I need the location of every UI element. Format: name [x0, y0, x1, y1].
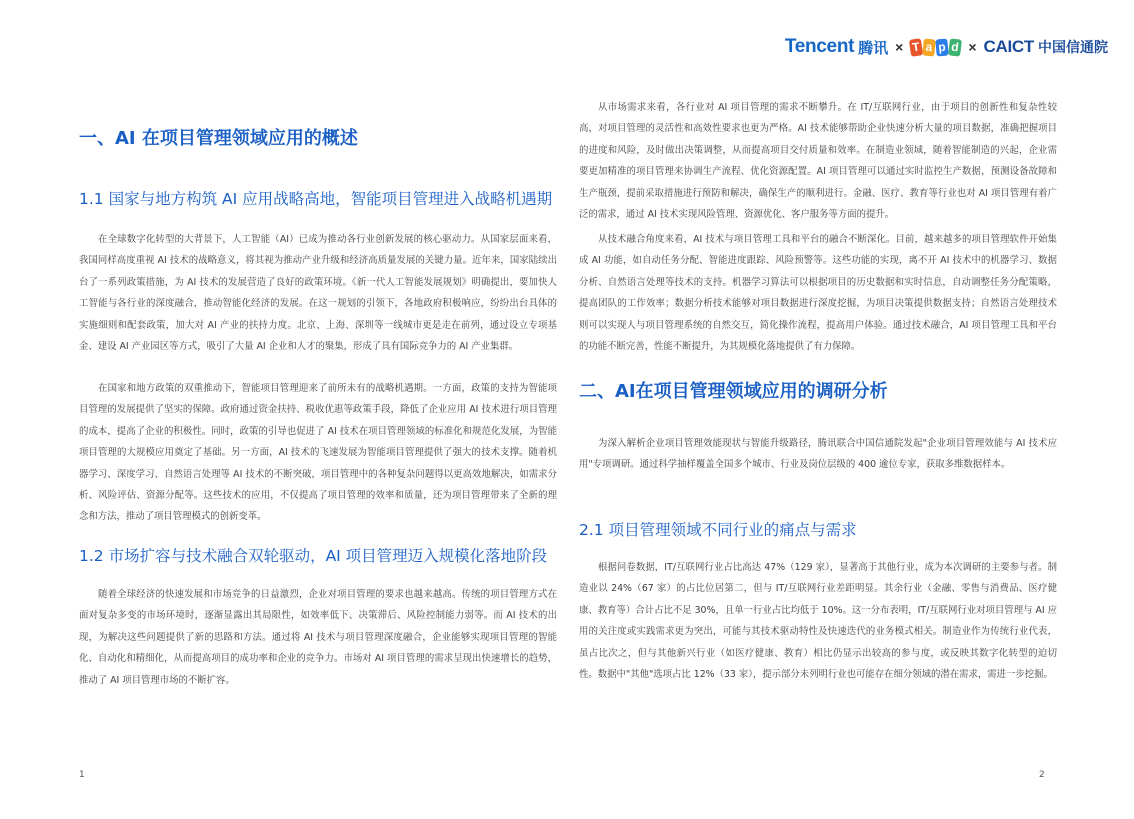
caict-logo-cn: 中国信通院 — [1038, 40, 1108, 56]
paragraph-5: 从技术融合角度来看，AI 技术与项目管理工具和平台的融合不断深化。目前，越来越多的项目管理软件开始集成 AI 功能，如自动任务分配、智能进度跟踪、风险预警等。这些功能的实现，离不开 AI 技术中的机器学习、数据分析、自然语言处理等技术的支持。机器学习算法可以根据项目的历史数据和实时信息，自动调整任务分配策略，提高团队的工作效率；数据分析技术能够对项目数据进行深度挖掘，为项目决策提供数据支持；自然语言处理技术则可以实现人与项目管理系统的自然交互，简化操作流程，提高用户体验。通过技术融合，AI 项目管理工具和平台的功能不断完善，性能不断提升，为其规模化落地提供了有力保障。 — [579, 234, 1057, 353]
caict-logo-text: CAICT — [983, 37, 1034, 56]
tencent-logo-text: Tencent — [784, 36, 855, 57]
paragraph-2: 在国家和地方政策的双重推动下，智能项目管理迎来了前所未有的战略机遇期。一方面，政策的支持为智能项目管理的发展提供了坚实的保障。政府通过资金扶持、税收优惠等政策手段，降低了企业应用 AI 技术进行项目管理的成本，提高了企业的积极性。同时，政策的引导也促进了 AI 技术在项目管理领域的标准化和规范化发展，为智能项目管理的大规模应用奠定了基础。另一方面，AI 技术的飞速发展为智能项目管理提供了强大的技术支撑。随着机器学习、深度学习、自然语言处理等 AI 技术的不断突破，项目管理中的各种复杂问题得以更高效地解决，如需求分析、风险评估、资源分配等。这些技术的应用，不仅提高了项目管理的效率和质量，还为项目管理带来了全新的理念和方法，推动了项目管理模式的创新变革。 — [79, 383, 557, 523]
times-separator: × — [895, 39, 904, 55]
subsection-1-1-title: 1.1 国家与地方构筑 AI 应用战略高地，智能项目管理进入战略机遇期 — [79, 190, 553, 208]
tapd-letter-t: T — [909, 38, 923, 57]
paragraph-7: 根据问卷数据，IT/互联网行业占比高达 47%（129 家），显著高于其他行业，成为本次调研的主要参与者。制造业以 24%（67 家）的占比位居第二，但与 IT/互联网行业差距明显。其余行业（金融、零售与消费品、医疗健康、教育等）合计占比不足 30%，且单一行业占比均低于 10%。这一分布表明，IT/互联网行业对项目管理与 AI 应用的关注度或实践需求更为突出，可能与其技术驱动特性及快速迭代的业务模式相关。制造业作为传统行业代表，虽占比次之，但与其他新兴行业（如医疗健康、教育）相比仍显示出较高的参与度，或反映其数字化转型的迫切性。数据中"其他"选项占比 12%（33 家），提示部分未列明行业也可能存在细分领域的潜在需求，需进一步挖掘。 — [579, 562, 1057, 681]
paragraph-1: 在全球数字化转型的大背景下，人工智能（AI）已成为推动各行业创新发展的核心驱动力。从国家层面来看，我国同样高度重视 AI 技术的战略意义，将其视为推动产业升级和经济高质量发展的关键力量。近年来，国家陆续出台了一系列政策措施，为 AI 技术的发展营造了良好的政策环境。《新一代人工智能发展规划》明确提出，要加快人工智能与各行业的深度融合，推动智能化经济的发展。在这一规划的引领下，各地政府积极响应，纷纷出台具体的实施细则和配套政策，加大对 AI 产业的扶持力度。北京、上海、深圳等一线城市更是走在前列，通过设立专项基金、建设 AI 产业园区等方式，吸引了大量 AI 企业和人才的聚集，形成了具有国际竞争力的 AI 产业集群。 — [79, 234, 557, 353]
tapd-letter-d: d — [948, 38, 962, 56]
subsection-2-1-title: 2.1 项目管理领域不同行业的痛点与需求 — [579, 521, 857, 539]
header-logos — [785, 36, 1108, 58]
section-2-title: 二、AI在项目管理领域应用的调研分析 — [579, 381, 888, 402]
tapd-logo — [910, 39, 961, 56]
times-separator: × — [968, 39, 977, 55]
page-number-right: 2 — [1039, 770, 1045, 780]
paragraph-6: 为深入解析企业项目管理效能现状与智能升级路径，腾讯联合中国信通院发起"企业项目管理效能与 AI 技术应用"专项调研。通过科学抽样覆盖全国多个城市、行业及岗位层级的 400 逾位专家，获取多维数据样本。 — [579, 438, 1057, 471]
tencent-logo-cn: 腾讯 — [858, 38, 889, 57]
tapd-letter-p: p — [936, 38, 949, 56]
section-1-title: 一、AI 在项目管理领域应用的概述 — [79, 128, 358, 149]
paragraph-3: 随着全球经济的快速发展和市场竞争的日益激烈，企业对项目管理的要求也越来越高。传统的项目管理方式在面对复杂多变的市场环境时，逐渐显露出其局限性，如效率低下、决策滞后、风险控制能力弱等。而 AI 技术的出现，为解决这些问题提供了新的思路和方法。通过将 AI 技术与项目管理深度融合，企业能够实现项目管理的智能化、自动化和精细化，从而提高项目的成功率和企业的竞争力。市场对 AI 项目管理的需求呈现出快速增长的趋势，推动了 AI 项目管理市场的不断扩容。 — [79, 589, 557, 686]
tapd-letter-a: a — [923, 38, 937, 56]
paragraph-4: 从市场需求来看，各行业对 AI 项目管理的需求不断攀升。在 IT/互联网行业，由于项目的创新性和复杂性较高，对项目管理的灵活性和高效性要求也更为严格。AI 技术能够帮助企业快速分析大量的项目数据，准确把握项目的进度和风险，及时做出决策调整，从而提高项目交付质量和效率。在制造业领域，随着智能制造的兴起，企业需要更加精准的项目管理来协调生产流程、优化资源配置。AI 项目管理可以通过实时监控生产数据，预测设备故障和生产瓶颈，提前采取措施进行预防和解决，确保生产的顺利进行。金融、医疗、教育等行业也对 AI 项目管理有着广泛的需求，通过 AI 技术实现风险管理、资源优化、客户服务等方面的提升。 — [579, 102, 1057, 221]
page-number-left: 1 — [79, 770, 85, 780]
subsection-1-2-title: 1.2 市场扩容与技术融合双轮驱动，AI 项目管理迈入规模化落地阶段 — [79, 547, 548, 565]
